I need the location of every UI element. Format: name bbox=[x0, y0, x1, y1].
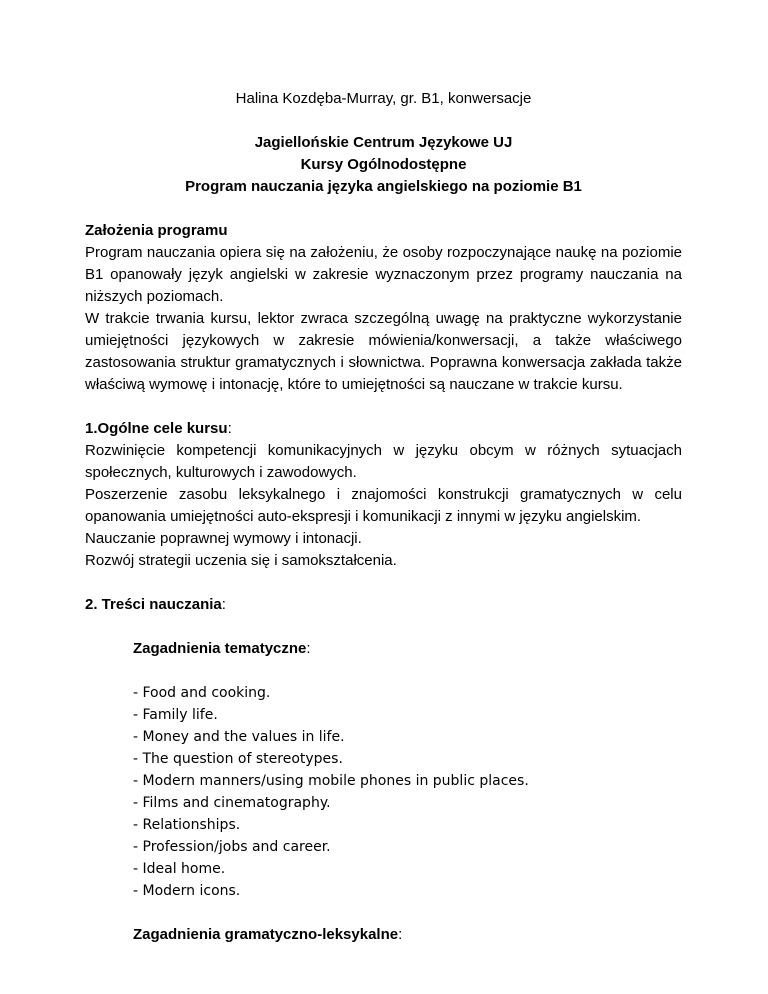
goal-item: Nauczanie poprawnej wymowy i intonacji. bbox=[85, 530, 362, 547]
list-item: - Films and cinematography. bbox=[133, 795, 331, 811]
list-item: - Profession/jobs and career. bbox=[133, 839, 331, 855]
content-heading-colon: : bbox=[221, 596, 226, 613]
content-heading bbox=[85, 594, 682, 616]
list-item: - The question of stereotypes. bbox=[133, 751, 343, 767]
list-item: - Family life. bbox=[133, 707, 218, 723]
topics-list bbox=[133, 682, 682, 902]
grammar-heading-text: Zagadnienia gramatyczno-leksykalne bbox=[133, 926, 399, 943]
topics-heading bbox=[133, 638, 682, 660]
grammar-heading-colon: : bbox=[398, 926, 403, 943]
goal-item: Poszerzenie zasobu leksykalnego i znajomości konstrukcji gramatycznych w celu opanowania umiejętności auto-ekspresji i komunikacji z innymi w języku angielskim. bbox=[85, 486, 682, 525]
program-title: Program nauczania języka angielskiego na poziomie B1 bbox=[185, 178, 582, 195]
document-header bbox=[85, 132, 682, 198]
list-item: - Modern icons. bbox=[133, 883, 241, 899]
grammar-heading bbox=[133, 924, 682, 946]
list-item: - Modern manners/using mobile phones in public places. bbox=[133, 773, 529, 789]
assumptions-paragraph-1: Program nauczania opiera się na założeniu, że osoby rozpoczynające naukę na poziomie B1 opanowały język angielski w zakresie wyznaczonym przez programy nauczania na niższych poziomach. bbox=[85, 244, 682, 305]
list-item: - Relationships. bbox=[133, 817, 241, 833]
goal-item: Rozwinięcie kompetencji komunikacyjnych w języku obcym w różnych sytuacjach społecznych, kulturowych i zawodowych. bbox=[85, 442, 682, 481]
goals-heading-colon: : bbox=[227, 420, 232, 437]
topics-section bbox=[85, 638, 682, 946]
document-page bbox=[85, 88, 682, 946]
goals-heading bbox=[85, 418, 682, 440]
goal-item: Rozwój strategii uczenia się i samokształcenia. bbox=[85, 552, 397, 569]
list-item: - Money and the values in life. bbox=[133, 729, 345, 745]
course-type: Kursy Ogólnodostępne bbox=[300, 156, 467, 173]
topics-heading-colon: : bbox=[306, 640, 311, 657]
assumptions-heading: Założenia programu bbox=[85, 222, 228, 239]
assumptions-paragraph-2: W trakcie trwania kursu, lektor zwraca szczególną uwagę na praktyczne wykorzystanie umiejętności językowych w zakresie mówienia/konwersacji, a także właściwego zastosowania struktur gramatycznych i słownictwa. Poprawna konwersacja zakłada także właściwą wymowę i intonację, które to umiejętności są nauczane w trakcie kursu. bbox=[85, 310, 682, 393]
goals-heading-text: 1.Ogólne cele kursu bbox=[85, 420, 228, 437]
content-heading-text: 2. Treści nauczania bbox=[85, 596, 222, 613]
institution-name: Jagiellońskie Centrum Językowe UJ bbox=[254, 134, 513, 151]
author-line: Halina Kozdęba-Murray, gr. B1, konwersacje bbox=[235, 90, 532, 107]
list-item: - Ideal home. bbox=[133, 861, 226, 877]
list-item: - Food and cooking. bbox=[133, 685, 271, 701]
topics-heading-text: Zagadnienia tematyczne bbox=[133, 640, 307, 657]
